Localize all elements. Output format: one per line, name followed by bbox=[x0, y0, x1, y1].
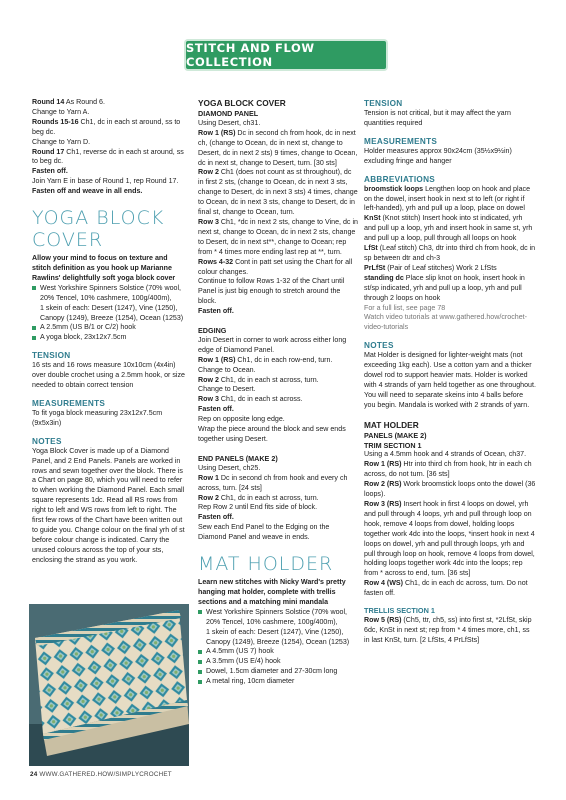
rounds-15-16: Rounds 15-16 Ch1, dc in each st around, ss to beg dc. bbox=[32, 117, 181, 136]
notes-text: Yoga Block Cover is made up of a Diamond Panel, and 2 End Panels. Panels are worked in rows and sewn together over the block. There is a Chart on page 80, which you will need to refer to when working the Diamond Panel. Each small square represents 1dc. Read all RS rows from right to left and WS rows from left to right. The first few rows of the Chart have been written out to guide you. Change colour on the final yrh of st before colour change is indicated. Carry the unused colours across the top of your sts, enclosing the strand as you work. bbox=[32, 446, 185, 564]
fasten-off-weave: Fasten off and weave in all ends. bbox=[32, 187, 143, 196]
yarn-list-item: West Yorkshire Spinners Solstice (70% wool, 20% Tencel, 10% cashmere, 100g/400m), 1 skein of each: Desert (1247), Vine (1250), Canopy (1249), Breeze (1254), Ocean (1253) bbox=[32, 284, 187, 324]
abbr-standing-dc: standing dc Place slip knot on hook, insert hook in st/sp indicated, yrh and pull up a loop, yrh and pull through 2 loops on hook bbox=[364, 273, 525, 302]
video-tutorials-link[interactable]: Watch video tutorials at www.gathered.how/crochet-video-tutorials bbox=[364, 313, 527, 332]
notes-text: Mat Holder is designed for lighter-weight mats (not exceeding 1kg each). Use a cotton yarn and a thicker dowel rod to support heavier mats. Holder is worked with 4 strands of yarn held together as one throughout. You will need to separate skeins into 4 balls before you begin. Mandala is worked with 2 strands of yarn. bbox=[364, 351, 536, 409]
change-yarn-d: Change to Yarn D. bbox=[32, 137, 91, 146]
edging-row-2: Row 2 Ch1, dc in each st across, turn. bbox=[198, 375, 319, 384]
using-text: Using Desert, ch31. bbox=[198, 118, 261, 127]
change-ocean: Change to Ocean. bbox=[198, 365, 256, 374]
column-2 bbox=[198, 98, 358, 687]
ring-item: A metal ring, 10cm diameter bbox=[198, 677, 358, 687]
edging-heading: EDGING bbox=[198, 326, 227, 336]
measurements-heading: MEASUREMENTS bbox=[364, 136, 438, 146]
repeat-text: Rep on opposite long edge. bbox=[198, 415, 285, 424]
row-3: Row 3 Ch1, *dc in next 2 sts, change to Vine, dc in next st, change to Ocean, dc in next 2 sts, change to Desert, dc in next st**, change to Ocean; rep from * 4 times more ending last rep at **, turn. bbox=[198, 217, 358, 256]
abbr-lfst: LfSt (Leaf stitch) Ch3, dtr into third ch from hook, dc in sp between dtr and ch-3 bbox=[364, 244, 536, 262]
page-footer bbox=[30, 771, 172, 778]
abbreviations-heading: ABBREVIATIONS bbox=[364, 174, 436, 184]
end-panels-heading: END PANELS (MAKE 2) bbox=[198, 453, 278, 463]
abbr-prlfst: PrLfSt (Pair of Leaf stitches) Work 2 LfSts bbox=[364, 263, 497, 272]
wrap-text: Wrap the piece around the block and sew ends together using Desert. bbox=[198, 425, 346, 443]
panels-heading: PANELS (MAKE 2) bbox=[364, 430, 427, 440]
yoga-intro: Allow your mind to focus on texture and stitch definition as you hook up Marianne Rawlins' delightfully soft yoga block cover bbox=[32, 254, 176, 282]
round-17: Round 17 Ch1, reverse dc in each st around, ss to beg dc. bbox=[32, 147, 184, 166]
diamond-panel-heading: DIAMOND PANEL bbox=[198, 109, 259, 118]
abbr-broomstick: broomstick loops Lengthen loop on hook and place on the dowel, insert hook in next st to left (or right if left-handed), yrh and pull up a loop, place on dowel bbox=[364, 184, 531, 213]
row-1: Row 1 (RS) Dc in second ch from hook, dc in next ch, (change to Ocean, dc in next st, change to Desert, dc in next 2 sts) 9 times, change to Ocean, dc in next st, change to Desert, turn. [30 sts] bbox=[198, 128, 358, 167]
change-yarn-a: Change to Yarn A. bbox=[32, 107, 90, 116]
join-yarn: Join Yarn E in base of Round 1, rep Round 17. bbox=[32, 177, 179, 186]
mh-row-2: Row 2 (RS) Work broomstick loops onto the dowel (36 loops). bbox=[364, 480, 536, 499]
yoga-block-photo bbox=[29, 604, 189, 766]
edging-row-1: Row 1 (RS) Ch1, dc in each row-end, turn. bbox=[198, 355, 333, 364]
using-text: Using a 4.5mm hook and 4 strands of Ocean, ch37. bbox=[364, 450, 527, 459]
section-heading: YOGA BLOCK COVER bbox=[198, 98, 286, 108]
tension-text: 16 sts and 16 rows measure 10x10cm (4x4in) over double crochet using a 2.5mm hook, or size needed to obtain correct tension bbox=[32, 361, 185, 390]
mat-holder-heading: MAT HOLDER bbox=[364, 419, 419, 430]
abbr-knst: KnSt (Knot stitch) Insert hook into st indicated, yrh and pull up a loop, yrh and insert hook in same st, yrh and pull up a loop, pull through all loops on hook bbox=[364, 214, 533, 243]
end-row-1: Row 1 Dc in second ch from hook and every ch across, turn. [24 sts] bbox=[198, 473, 348, 492]
end-repeat: Rep Row 2 until End fits side of block. bbox=[198, 503, 318, 512]
block-list-item: A yoga block, 23x12x7.5cm bbox=[32, 333, 187, 343]
notes-heading: NOTES bbox=[364, 341, 394, 351]
yarn-list-item: West Yorkshire Spinners Solstice (70% wool, 20% Tencel, 10% cashmere, 100g/400m), 1 skein of each: Desert (1247), Vine (1250), Canopy (1249), Breeze (1254), Ocean (1253) bbox=[198, 608, 358, 648]
mh-row-4: Row 4 (WS) Ch1, dc in each dc across, turn. Do not fasten off. bbox=[364, 579, 528, 598]
hook-list-item: A 2.5mm (US B/1 or C/2) hook bbox=[32, 323, 187, 333]
edging-text: Join Desert in corner to work across either long edge of Diamond Panel. bbox=[198, 335, 347, 354]
tension-heading: TENSION bbox=[364, 99, 403, 108]
fasten-off: Fasten off. bbox=[198, 513, 234, 522]
full-list-link[interactable]: For a full list, see page 78 bbox=[364, 303, 446, 312]
measurements-text: To fit yoga block measuring 23x12x7.5cm (9x5x3in) bbox=[32, 408, 163, 427]
rows-4-32: Rows 4-32 Cont in patt set using the Chart for all colour changes. bbox=[198, 257, 353, 276]
trim-section-heading: TRIM SECTION 1 bbox=[364, 440, 422, 450]
footer-url[interactable]: WWW.GATHERED.HOW/SIMPLYCROCHET bbox=[39, 771, 172, 778]
change-desert: Change to Desert. bbox=[198, 385, 256, 394]
tension-text: Tension is not critical, but it may affect the yarn quantities required bbox=[364, 109, 511, 127]
measurements-text: Holder measures approx 90x24cm (35½x9½in) excluding fringe and hanger bbox=[364, 146, 512, 165]
end-using-text: Using Desert, ch25. bbox=[198, 463, 261, 472]
hook-45-item: A 4.5mm (US 7) hook bbox=[198, 647, 358, 657]
trellis-heading: TRELLIS SECTION 1 bbox=[364, 606, 435, 616]
sew-text: Sew each End Panel to the Edging on the Diamond Panel and weave in ends. bbox=[198, 523, 330, 542]
mh-row-3: Row 3 (RS) Insert hook in first 4 loops on dowel, yrh and pull through 4 loops, yrh and pull through loop on hook, remove 4 loops from dowel, holding loops together work 4dc into the loops, *insert hook in next 4 loops on dowel, yrh and pull through loops, yrh and pull through loop on hook, remove 4 loops from dowel, holding loops together work 4dc into the loops; rep from * across to end, turn. [36 sts] bbox=[364, 500, 535, 578]
collection-banner: STITCH AND FLOW COLLECTION bbox=[186, 41, 386, 69]
end-row-2: Row 2 Ch1, dc in each st across, turn. bbox=[198, 493, 319, 502]
fasten-off: Fasten off. bbox=[32, 167, 68, 176]
column-1 bbox=[32, 98, 187, 566]
measurements-heading: MEASUREMENTS bbox=[32, 398, 106, 408]
page-number: 24 bbox=[30, 771, 38, 778]
fasten-off: Fasten off. bbox=[198, 307, 234, 316]
yoga-block-title: YOGA BLOCK COVER bbox=[32, 207, 165, 252]
continue-text: Continue to follow Rows 1-32 of the Chart until Panel is just big enough to stretch around the block. bbox=[198, 277, 345, 306]
dowel-item: Dowel, 1.5cm diameter and 27-30cm long bbox=[198, 667, 358, 677]
fasten-off: Fasten off. bbox=[198, 405, 234, 414]
hook-35-item: A 3.5mm (US E/4) hook bbox=[198, 657, 358, 667]
column-3 bbox=[364, 98, 536, 646]
mat-intro: Learn new stitches with Nicky Ward's pretty hanging mat holder, complete with trellis sections and a matching mini mandala bbox=[198, 578, 346, 606]
yoga-block-illustration bbox=[29, 604, 189, 766]
row-2: Row 2 Ch1 (does not count as st throughout), dc in first 2 sts, (change to Ocean, dc in next 3 sts, change to Desert, dc in next 3 sts) 4 times, change to Ocean, dc in next 3 sts, change to Desert, dc in final st, change to Ocean, turn. bbox=[198, 168, 358, 217]
tension-heading: TENSION bbox=[32, 351, 71, 361]
edging-row-3: Row 3 Ch1, dc in each st across. bbox=[198, 395, 303, 404]
notes-heading: NOTES bbox=[32, 436, 62, 446]
mat-holder-title: MAT HOLDER bbox=[198, 553, 334, 576]
mh-row-5: Row 5 (RS) (Ch5, ttr, ch5, ss) into first st, *2LfSt, skip 6dc, KnSt in next st; rep from * 4 times more, ch1, ss in last KnSt, turn. [2 LfSts, 4 PrLfSts] bbox=[364, 615, 532, 644]
mh-row-1: Row 1 (RS) Htr into third ch from hook, htr in each ch across, do not turn. [36 sts] bbox=[364, 460, 532, 479]
round-14: Round 14 As Round 6. bbox=[32, 98, 105, 106]
